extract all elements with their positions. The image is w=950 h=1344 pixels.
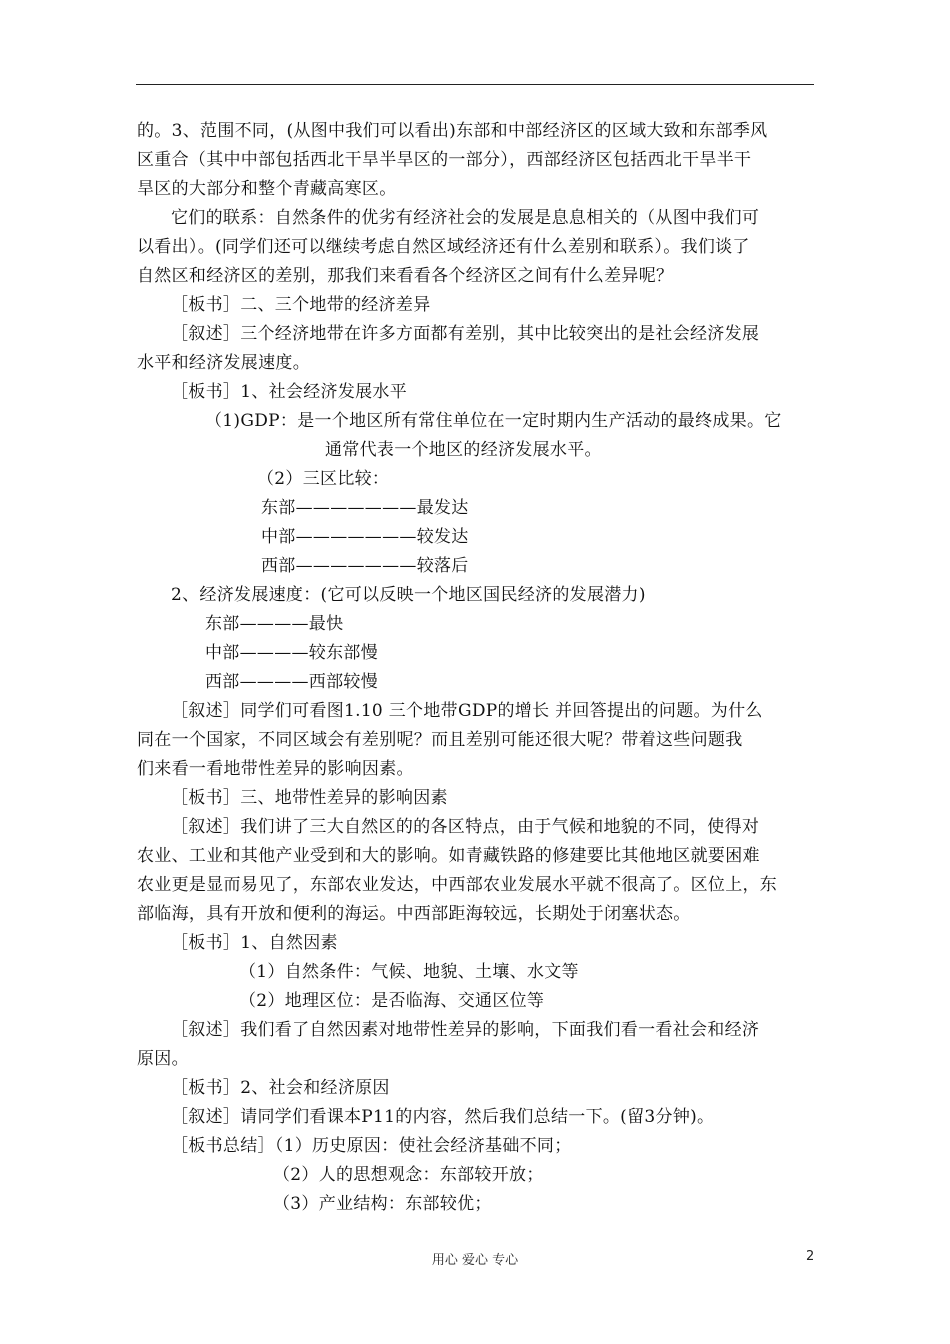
text-line: （2）地理区位：是否临海、交通区位等 [239, 991, 545, 1011]
text-line: 通常代表一个地区的经济发展水平。 [325, 440, 602, 460]
text-line: 农业更是显而易见了，东部农业发达，中西部农业发展水平就不很高了。区位上，东 [137, 875, 778, 895]
text-line: 以看出）。(同学们还可以继续考虑自然区域经济还有什么差别和联系）。我们谈了 [137, 237, 750, 257]
text-line: ［板书］1、社会经济发展水平 [171, 382, 408, 402]
text-line: （1）自然条件：气候、地貌、土壤、水文等 [239, 962, 579, 982]
text-line: 旱区的大部分和整个青藏高寒区。 [137, 179, 397, 199]
text-line: 它们的联系：自然条件的优劣有经济社会的发展是息息相关的（从图中我们可 [171, 208, 760, 228]
footer-motto: 用心 爱心 专心 [431, 1253, 519, 1268]
text-line: ［叙述］我们看了自然因素对地带性差异的影响，下面我们看一看社会和经济 [171, 1020, 760, 1040]
text-line: 中部———————较发达 [261, 527, 469, 547]
text-line: 中部————较东部慢 [205, 643, 378, 663]
text-line: （2）人的思想观念：东部较开放； [273, 1165, 544, 1185]
page-number: 2 [806, 1249, 815, 1264]
text-line: 区重合（其中中部包括西北干旱半旱区的一部分），西部经济区包括西北干旱半干 [137, 150, 752, 170]
text-line: 2、经济发展速度：(它可以反映一个地区国民经济的发展潜力) [171, 585, 646, 605]
text-line: ［板书］2、社会和经济原因 [171, 1078, 390, 1098]
text-line: ［叙述］我们讲了三大自然区的的各区特点，由于气候和地貌的不同，使得对 [171, 817, 760, 837]
text-line: 们来看一看地带性差异的影响因素。 [137, 759, 414, 779]
text-line: （1)GDP：是一个地区所有常住单位在一定时期内生产活动的最终成果。它 [205, 411, 782, 431]
text-line: 农业、工业和其他产业受到和大的影响。如青藏铁路的修建要比其他地区就要困难 [137, 846, 760, 866]
text-line: 西部————西部较慢 [205, 672, 378, 692]
text-line: 东部————最快 [205, 614, 344, 634]
text-line: 同在一个国家，不同区域会有差别呢？而且差别可能还很大呢？带着这些问题我 [137, 730, 743, 750]
text-line: 部临海，具有开放和便利的海运。中西部距海较远，长期处于闭塞状态。 [137, 904, 691, 924]
text-line: 自然区和经济区的差别，那我们来看看各个经济区之间有什么差异呢？ [137, 266, 674, 286]
text-line: 西部———————较落后 [261, 556, 469, 576]
text-line: ［叙述］三个经济地带在许多方面都有差别，其中比较突出的是社会经济发展 [171, 324, 760, 344]
text-line: 的。3、范围不同，(从图中我们可以看出)东部和中部经济区的区域大致和东部季风 [137, 121, 768, 141]
text-line: ［板书总结］（1）历史原因：使社会经济基础不同； [171, 1136, 572, 1156]
text-line: ［板书］二、三个地带的经济差异 [171, 295, 431, 315]
text-line: 东部———————最发达 [261, 498, 469, 518]
header-rule [136, 84, 814, 85]
text-line: ［叙述］同学们可看图1.10 三个地带GDP的增长 并回答提出的问题。为什么 [171, 701, 763, 721]
text-line: （3）产业结构：东部较优； [273, 1194, 492, 1214]
text-line: ［叙述］请同学们看课本P11的内容，然后我们总结一下。(留3分钟)。 [171, 1107, 715, 1127]
text-line: （2）三区比较： [257, 469, 390, 489]
text-line: ［板书］三、地带性差异的影响因素 [171, 788, 448, 808]
text-line: 水平和经济发展速度。 [137, 353, 310, 373]
text-line: ［板书］1、自然因素 [171, 933, 338, 953]
text-line: 原因。 [137, 1049, 189, 1069]
